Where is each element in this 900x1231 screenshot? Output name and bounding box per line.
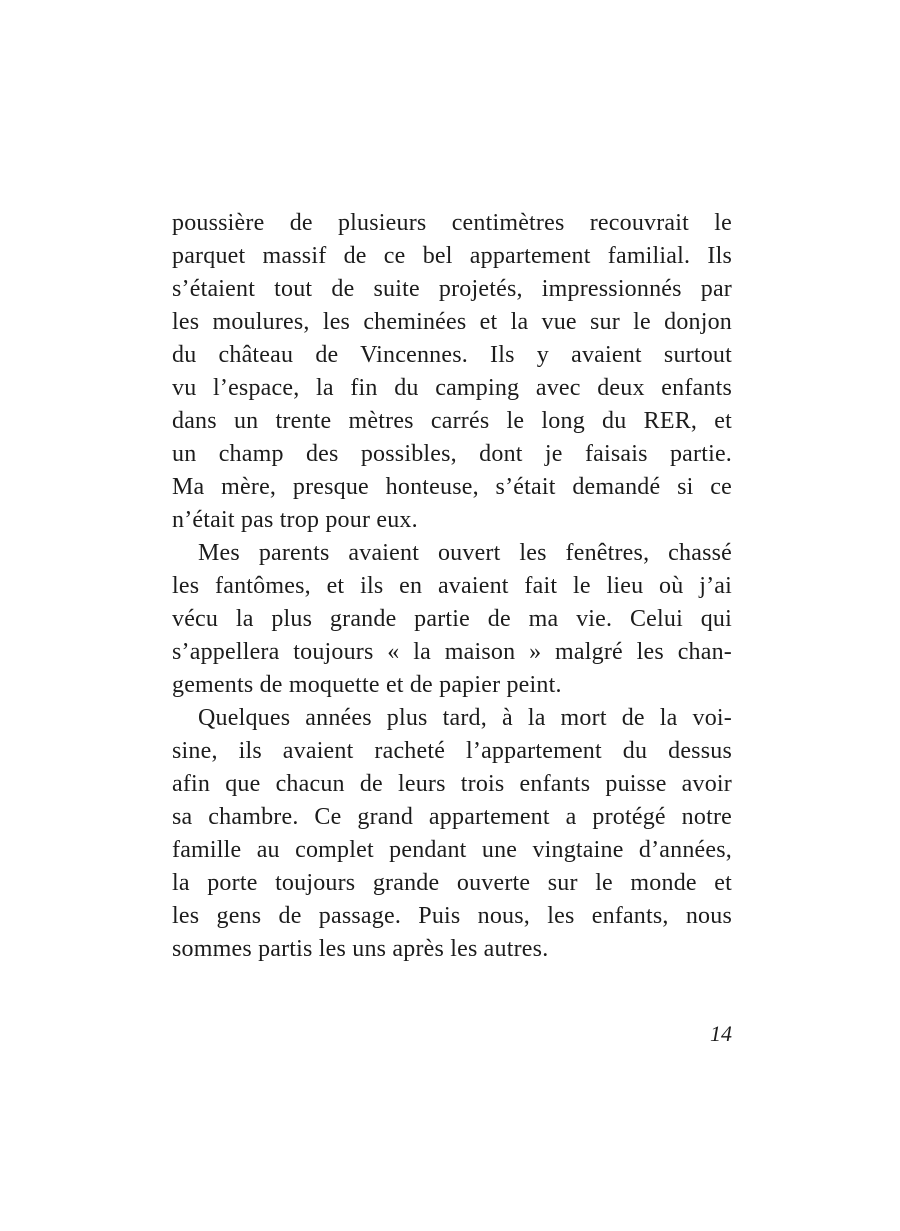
text-line: afin que chacun de leurs trois enfants puisse avoir — [172, 771, 732, 797]
text-line: parquet massif de ce bel appartement familial. Ils — [172, 243, 732, 269]
paragraph-3 — [172, 702, 732, 966]
page-text — [172, 207, 732, 966]
text-line: sommes partis les uns après les autres. — [172, 936, 549, 962]
text-line: vécu la plus grande partie de ma vie. Celui qui — [172, 606, 732, 632]
text-line: famille au complet pendant une vingtaine d’années, — [172, 837, 732, 863]
text-line: s’appellera toujours « la maison » malgré les chan- — [172, 639, 732, 665]
paragraph-1 — [172, 207, 732, 537]
text-line: poussière de plusieurs centimètres recouvrait le — [172, 210, 732, 236]
text-line: Mes parents avaient ouvert les fenêtres, chassé — [198, 540, 732, 566]
text-line: un champ des possibles, dont je faisais partie. — [172, 441, 732, 467]
text-line: sine, ils avaient racheté l’appartement du dessus — [172, 738, 732, 764]
text-line: Quelques années plus tard, à la mort de la voi- — [198, 705, 732, 731]
text-line: n’était pas trop pour eux. — [172, 507, 418, 533]
paragraph-2 — [172, 537, 732, 702]
text-line: Ma mère, presque honteuse, s’était demandé si ce — [172, 474, 732, 500]
text-line: gements de moquette et de papier peint. — [172, 672, 562, 698]
text-line: s’étaient tout de suite projetés, impressionnés par — [172, 276, 732, 302]
page-number: 14 — [710, 1021, 732, 1046]
text-line: vu l’espace, la fin du camping avec deux enfants — [172, 375, 732, 401]
text-line: les gens de passage. Puis nous, les enfants, nous — [172, 903, 732, 929]
text-line: sa chambre. Ce grand appartement a protégé notre — [172, 804, 732, 830]
text-line: les fantômes, et ils en avaient fait le lieu où j’ai — [172, 573, 732, 599]
text-line: la porte toujours grande ouverte sur le monde et — [172, 870, 732, 896]
text-line: dans un trente mètres carrés le long du RER, et — [172, 408, 732, 434]
text-line: les moulures, les cheminées et la vue sur le donjon — [172, 309, 732, 335]
text-line: du château de Vincennes. Ils y avaient surtout — [172, 342, 732, 368]
